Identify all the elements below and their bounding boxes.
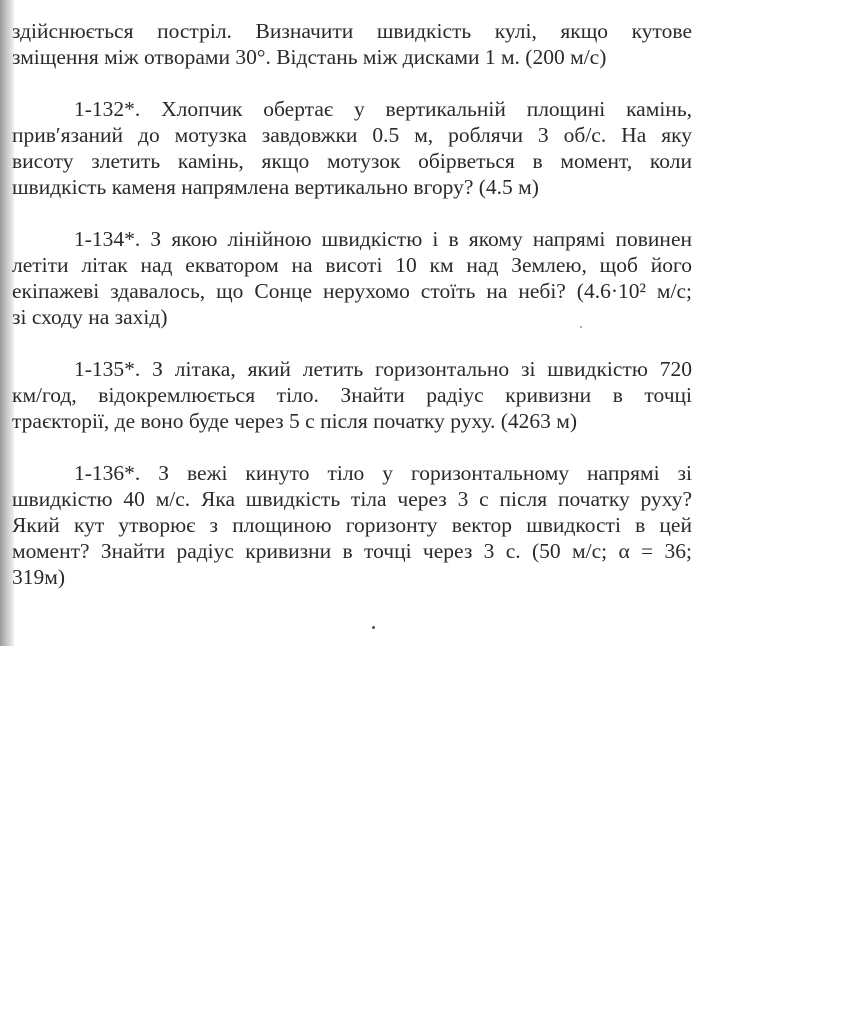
text-line: 319м) xyxy=(12,565,66,589)
text-line: 1-135*. З літака, який летить горизонтально зі швидкістю 720 xyxy=(74,357,692,381)
intro-paragraph xyxy=(12,18,692,70)
problem-1-135 xyxy=(12,356,692,434)
problem-1-134 xyxy=(12,226,692,330)
text-line: момент? Знайти радіус кривизни в точці через 3 с. (50 м/с; α = 36; xyxy=(12,539,692,563)
text-line: Який кут утворює з площиною горизонту вектор швидкості в цей xyxy=(12,513,692,537)
text-line: швидкість каменя напрямлена вертикально вгору? (4.5 м) xyxy=(12,175,539,199)
text-line: 1-132*. Хлопчик обертає у вертикальній площині камінь, xyxy=(74,97,692,121)
text-line: здійснюється постріл. Визначити швидкість кулі, якщо кутове xyxy=(12,19,692,43)
text-line: зміщення між отворами 30°. Відстань між дисками 1 м. (200 м/с) xyxy=(12,45,607,69)
text-line: 1-134*. З якою лінійною швидкістю і в якому напрямі повинен xyxy=(74,227,692,251)
problem-1-132 xyxy=(12,96,692,200)
text-line: траєкторії, де воно буде через 5 с після початку руху. (4263 м) xyxy=(12,409,578,433)
text-line: км/год, відокремлюється тіло. Знайти радіус кривизни в точці xyxy=(12,383,692,407)
text-line: зі сходу на захід) xyxy=(12,305,168,329)
text-line: висоту злетить камінь, якщо мотузок обірветься в момент, коли xyxy=(12,149,692,173)
text-line: екіпажеві здавалось, що Сонце нерухомо стоїть на небі? (4.6·10² м/с; xyxy=(12,279,692,303)
problem-1-136 xyxy=(12,460,692,590)
text-line: летіти літак над екватором на висоті 10 км над Землею, щоб його xyxy=(12,253,692,277)
text-line: 1-136*. З вежі кинуто тіло у горизонтальному напрямі зі xyxy=(74,461,692,485)
text-line: швидкістю 40 м/с. Яка швидкість тіла через 3 с після початку руху? xyxy=(12,487,692,511)
scan-speck xyxy=(580,326,582,328)
scan-speck xyxy=(372,626,375,629)
text-line: прив′язаний до мотузка завдовжки 0.5 м, роблячи 3 об/с. На яку xyxy=(12,123,692,147)
problem-text-block xyxy=(12,18,692,590)
